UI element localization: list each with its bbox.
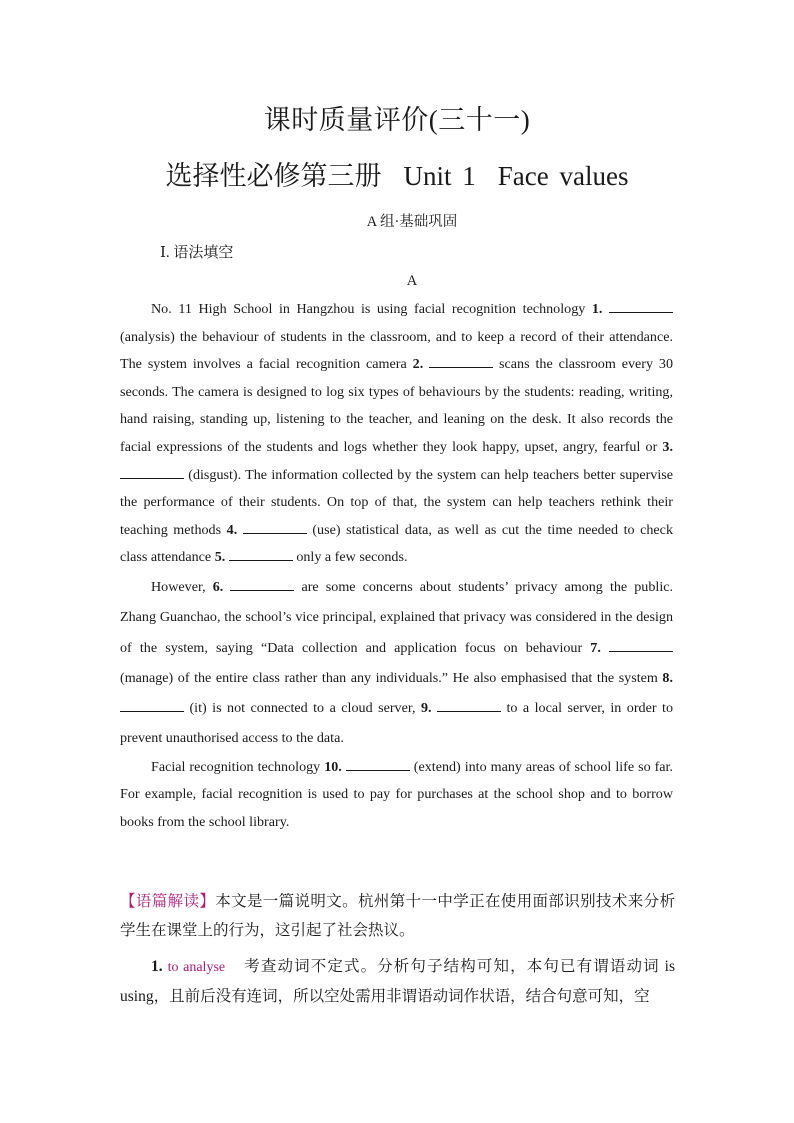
passage-letter: A — [406, 273, 418, 289]
passage-text: scans the classroom every 30 seconds. The camera is designed to log six types of behaviours by the students: reading, writing, hand raising, standing up, listening to the teacher, and leaning on the desk. It also records the facial expressions of the students and logs whether they look happy, upset, angry, fearful or — [120, 356, 673, 455]
answer-explanation-text: 考查动词不定式。分析句子结构可知，本句已有谓语动词 is using，且前后没有连词，所以空处需用非谓语动词作状语，结合句意可知，空 — [120, 958, 676, 1005]
answer-blank[interactable] — [229, 548, 293, 561]
answer-value: to analyse — [167, 960, 226, 975]
blank-number: 1. — [591, 301, 609, 317]
section-heading: Ⅰ. 语法填空 — [160, 245, 234, 261]
answer-explanation — [120, 952, 675, 1011]
passage-text: to a local server, in order to prevent unauthorised access to the data. — [120, 700, 673, 747]
page-title — [0, 98, 794, 137]
answer-blank[interactable] — [609, 300, 673, 313]
title-line1: 课时质量评价(三十一) — [263, 105, 531, 135]
passage-paragraph-2 — [120, 572, 673, 754]
passage-text: (it) is not connected to a cloud server, — [184, 700, 421, 717]
passage-paragraph-3 — [120, 754, 673, 837]
analysis-tag: 【语篇解读】 — [120, 893, 216, 910]
passage-text: (extend) into many areas of school life so far. For example, facial recognition is used to pay for purchases at the school shop and to borrow books from the school library. — [120, 758, 673, 831]
blank-number: 5. — [214, 549, 229, 566]
blank-number: 7. — [590, 639, 610, 656]
blank-number: 6. — [212, 578, 231, 595]
passage-text: (disgust). The information collected by the system can help teachers better supervise the performance of their students. On top of that, the system can help teachers rethink their teaching methods — [120, 466, 673, 538]
answer-blank[interactable] — [120, 699, 184, 712]
analysis-text: 本文是一篇说明文。杭州第十一中学正在使用面部识别技术来分析学生在课堂上的行为，这引起了社会热议。 — [120, 893, 675, 939]
passage-paragraph-1 — [120, 296, 673, 572]
passage-text: (use) statistical data, as well as cut the time needed to check class attendance — [120, 521, 673, 566]
blank-number: 3. — [662, 438, 673, 455]
passage-text: Facial recognition technology — [151, 758, 325, 775]
answer-blank[interactable] — [243, 521, 307, 534]
answer-number: 1. — [151, 958, 163, 975]
blank-number: 10. — [324, 758, 346, 775]
answer-blank[interactable] — [437, 699, 501, 712]
passage-analysis — [120, 887, 675, 945]
blank-number: 8. — [662, 669, 673, 686]
passage-text: However, — [151, 578, 213, 595]
answer-blank[interactable] — [346, 758, 410, 771]
blank-number: 9. — [420, 700, 437, 717]
passage — [120, 296, 673, 837]
subtitle-book: 选择性必修第三册 — [165, 161, 382, 191]
subtitle-unit: Unit 1 — [403, 161, 476, 191]
passage-text: (manage) of the entire class rather than any individuals.” He also emphasised that the system — [120, 669, 663, 686]
answer-blank[interactable] — [429, 355, 493, 368]
blank-number: 4. — [226, 521, 243, 538]
group-label: A 组·基础巩固 — [366, 214, 458, 230]
subtitle-topic: Face values — [497, 161, 629, 191]
passage-text: only a few seconds. — [292, 549, 408, 566]
passage-text: (analysis) the behaviour of students in the classroom, and to keep a record of their attendance. The system involves a facial recognition camera — [120, 328, 673, 373]
blank-number: 2. — [412, 356, 430, 373]
answer-blank[interactable] — [120, 466, 184, 479]
answer-blank[interactable] — [230, 578, 294, 591]
answer-blank[interactable] — [609, 639, 673, 652]
passage-text: are some concerns about students’ privacy among the public. Zhang Guanchao, the school’s vice principal, explained that privacy was considered in the design of the system, saying “Data collection and application focus on behaviour — [120, 578, 674, 656]
passage-text: No. 11 High School in Hangzhou is using facial recognition technology — [151, 301, 592, 317]
page-subtitle — [0, 154, 794, 193]
